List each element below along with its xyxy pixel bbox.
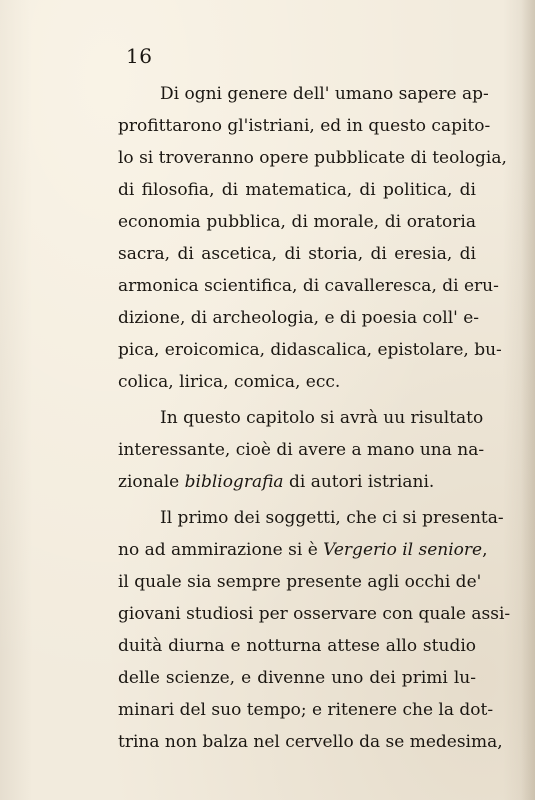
text-line: di filosofia, di matematica, di politica, di <box>118 180 476 200</box>
text-line: pica, eroicomica, didascalica, epistolare, bu- <box>118 340 502 360</box>
paragraph-3 <box>118 502 511 758</box>
italic-term: bibliografia <box>184 472 284 492</box>
text-line: Il primo dei soggetti, che ci si presenta- <box>160 508 504 528</box>
text-run: no ad ammirazione si è <box>118 540 318 560</box>
text-line: interessante, cioè di avere a mano una na- <box>118 440 485 460</box>
text-line: il quale sia sempre presente agli occhi de' <box>118 572 482 592</box>
text-line: minari del suo tempo; e ritenere che la dot- <box>118 700 494 720</box>
text-line: armonica scientifica, di cavalleresca, di eru- <box>118 276 499 296</box>
text-run: , <box>482 540 488 560</box>
text-line: profittarono gl'istriani, ed in questo capito- <box>118 116 491 136</box>
text-line: colica, lirica, comica, ecc. <box>118 372 341 392</box>
text-line: economia pubblica, di morale, di oratoria <box>118 212 476 232</box>
text-line-mixed <box>118 534 488 566</box>
body-text <box>118 78 511 758</box>
text-line: Di ogni genere dell' umano sapere ap- <box>160 84 489 104</box>
text-line: dizione, di archeologia, e di poesia coll' e- <box>118 308 480 328</box>
italic-name: Vergerio il seniore <box>323 540 483 560</box>
page-number: 16 <box>126 44 153 68</box>
text-line: lo si troveranno opere pubblicate di teologia, <box>118 148 507 168</box>
text-line-mixed <box>118 466 476 498</box>
text-run: zionale <box>118 472 180 492</box>
text-line: duità diurna e notturna attese allo studio <box>118 636 476 656</box>
text-line: delle scienze, e divenne uno dei primi lu- <box>118 668 476 688</box>
paragraph-1 <box>118 78 507 398</box>
text-line: trina non balza nel cervello da se medesima, <box>118 732 503 752</box>
text-line: In questo capitolo si avrà uu risultato <box>160 408 484 428</box>
text-line: giovani studiosi per osservare con quale assi- <box>118 604 511 624</box>
paragraph-2 <box>118 402 485 498</box>
text-run: di autori istriani. <box>288 472 435 492</box>
text-line: sacra, di ascetica, di storia, di eresia, di <box>118 244 476 264</box>
page-edge-shadow <box>521 0 535 800</box>
